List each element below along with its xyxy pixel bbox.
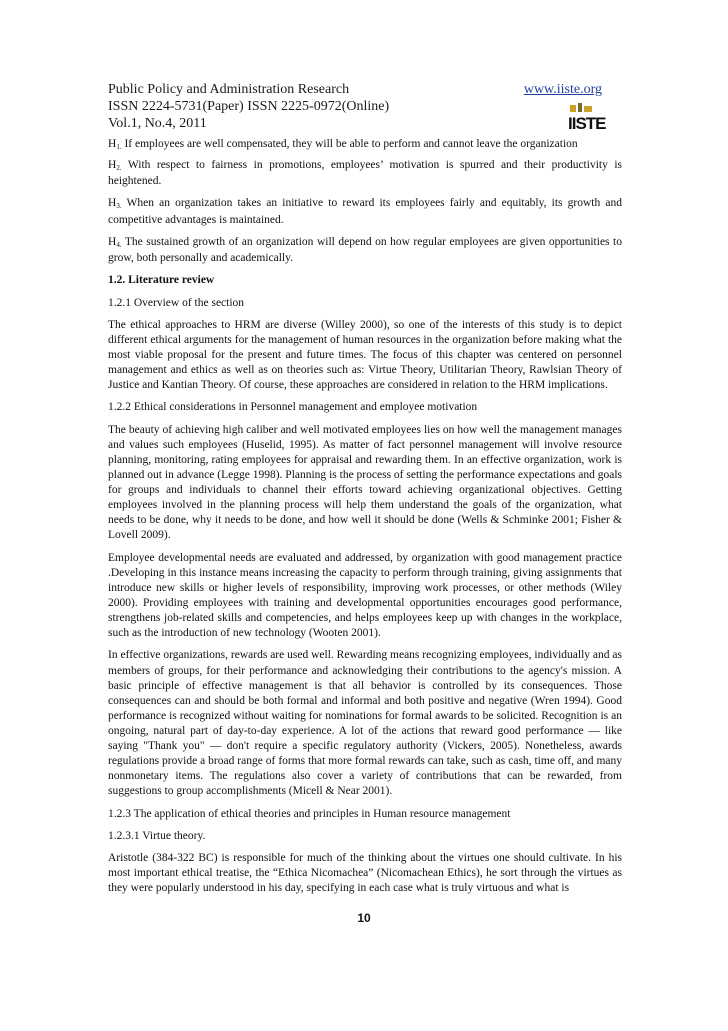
hypothesis-4: $H_{4.}$ The sustained growth of an organization will depend on how regular employees are given opportunities to grow, both personally and academically. [108,235,622,264]
paragraph-rewards: In effective organizations, rewards are used well. Rewarding means recognizing employees, individually and as members of groups, for their performance and acknowledging their contributions to the agency's mission. A basic principle of effective management is that all behavior is controlled by its consequences. Those consequences can and should be both formal and informal and both positive and negative (Wren 1994). Good performance is recognized without waiting for nominations for formal awards to be solicited. Recognition is an ongoing, natural part of day-to-day experience. A lot of the actions that reward good performance — like saying "Thank you" — don't require a specific regulatory authority (Vickers, 2005). Nonetheless, awards regulations provide a broad range of forms that more formal rewards can take, such as cash, time off, and many nonmonetary items. The regulations also cover a variety of contributions that can be rewarded, from suggestions to group accomplishments (Micell & Near 2001). [108,649,622,798]
logo-wordmark: IISTE [568,114,606,133]
paragraph-high-caliber-employees: The beauty of achieving high caliber and well motivated employees lies on how well the management manages and values such employees (Huselid, 1995). As matter of fact personnel management will involve resource planning, monitoring, rating employees for appraisal and rewarding them. In an effective organization, work is planned out in advance (Legge 1998). Planning is the process of setting the performance expectations and goals for groups and individuals to channel their efforts toward achieving organizational objectives. Getting employees involved in the planning process will help them understand the goals of the organization, what needs to be done, why it needs to be done, and how well it should be done (Wells & Schminke 2001; Fisher & Lovell 2009). [108,423,622,542]
hypothesis-1: $H_{1.}$ If employees are well compensated, they will be able to perform and cannot leave the organization [108,138,578,151]
page-number: 10 [357,911,371,925]
paragraph-aristotle: Aristotle (384-322 BC) is responsible for much of the thinking about the virtues one should cultivate. In his most important ethical treatise, the “Ethica Nicomachea” (Nicomachean Ethics), he sort through the virtues as they were popularly understood in his day, specifying in each case what is truly virtuous and what is [108,852,622,895]
subsection-heading-virtue-theory: 1.2.3.1 Virtue theory. [108,829,206,842]
subsection-heading-ethical-theories: 1.2.3 The application of ethical theories and principles in Human resource management [108,807,511,820]
subsection-heading-ethical-considerations: 1.2.2 Ethical considerations in Personnel management and employee motivation [108,401,478,414]
section-heading-literature-review: 1.2. Literature review [108,274,215,287]
paragraph-overview: The ethical approaches to HRM are diverse (Willey 2000), so one of the interests of this study is to depict different ethical arguments for the management of human resources in the organization before making what the most viable proposal for the present and future times. The focus of this chapter was centered on personnel management and ethics as well as on theories such as: Virtue Theory, Utilitarian Theory, Rawlsian Theory of Justice and Kantian Theory. Of course, these approaches are considered in relation to the HRM implications. [108,318,622,392]
journal-url-link[interactable]: www.iiste.org [523,82,602,97]
header-row-journal [108,81,628,98]
hypothesis-2: $H_{2.}$ With respect to fairness in promotions, employees’ motivation is spurred and their productivity is heightened. [108,159,622,188]
iiste-logo [564,103,608,137]
journal-title: Public Policy and Administration Research [108,82,350,97]
issn-line: ISSN 2224-5731(Paper) ISSN 2225-0972(Online) [108,99,390,114]
logo-mark-icon [570,103,592,112]
subsection-heading-overview: 1.2.1 Overview of the section [108,296,245,309]
volume-line: Vol.1, No.4, 2011 [108,116,207,131]
running-header [108,81,628,132]
hypothesis-3: $H_{3.}$ When an organization takes an initiative to reward its employees fairly and equitably, its growth and competitive advantages is maintained. [108,197,622,226]
article-body [108,137,622,904]
paragraph-developmental-needs: Employee developmental needs are evaluated and addressed, by organization with good management practice .Developing in this instance means increasing the capacity to perform through training, giving assignments that introduce new skills or higher levels of responsibility, improving work processes, or other methods (Wiley 2000). Providing employees with training and developmental opportunities encourages good performance, strengthens job-related skills and competencies, and helps employees keep up with changes in the workplace, such as the introduction of new technology (Wooten 2001). [108,551,622,640]
